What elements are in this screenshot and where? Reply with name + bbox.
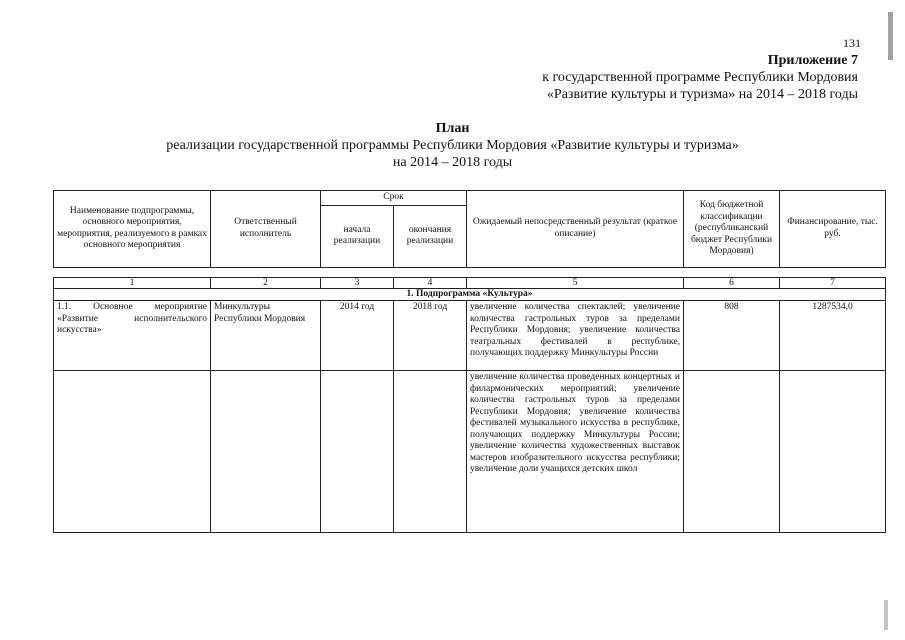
row-end: 2018 год: [394, 301, 467, 371]
table-row: [54, 371, 886, 533]
plan-table: [53, 277, 886, 533]
subprogram-row: [54, 289, 886, 301]
header-col-start: начала реализации: [321, 205, 394, 267]
header-col-financing: Финансирование, тыс. руб.: [780, 191, 886, 268]
row-executor: Минкультуры Республики Мордовия: [211, 301, 321, 371]
row-start: [321, 371, 394, 533]
plan-heading: [0, 120, 905, 171]
row-name: [54, 371, 211, 533]
row-name: 1.1. Основное мероприятие «Развитие исполнительского искусства»: [54, 301, 211, 371]
appendix-line-1: к государственной программе Республики Мордовия: [542, 70, 858, 85]
column-number: 1: [54, 278, 211, 289]
header-col-result: Ожидаемый непосредственный результат (краткое описание): [467, 191, 684, 268]
row-result: увеличение количества проведенных концертных и филармонических мероприятий; увеличение количества гастрольных туров за пределами Республики Мордовия; увеличение количества фестивалей музыкального искусства в республике, получающих поддержку Минкультуры России; увеличение количества художественных выставок мастеров изобразительного искусства республики; увеличение доли учащихся детских школ: [467, 371, 684, 533]
row-executor: [211, 371, 321, 533]
header-col-end: окончания реализации: [394, 205, 467, 267]
appendix-block: [542, 52, 858, 103]
row-end: [394, 371, 467, 533]
header-col-executor: Ответственный исполнитель: [211, 191, 321, 268]
column-number-row: [54, 278, 886, 289]
row-financing: 1287534,0: [780, 301, 886, 371]
row-code: [684, 371, 780, 533]
plan-line-2: на 2014 – 2018 годы: [392, 155, 513, 170]
plan-title: План: [435, 121, 470, 136]
subprogram-title: 1. Подпрограмма «Культура»: [54, 289, 886, 301]
column-number: 7: [780, 278, 886, 289]
header-col-code: Код бюджетной классификации (республиканский бюджет Республики Мордовия): [684, 191, 780, 268]
table-header: [53, 190, 886, 268]
row-result: увеличение количества спектаклей; увеличение количества гастрольных туров за пределами Республики Мордовия; увеличение количества театральных фестивалей в республике, получающих поддержку Минкультуры России: [467, 301, 684, 371]
row-start: 2014 год: [321, 301, 394, 371]
header-term: Срок: [321, 191, 467, 206]
appendix-title: Приложение 7: [767, 53, 858, 68]
column-number: 3: [321, 278, 394, 289]
table-row: [54, 301, 886, 371]
plan-line-1: реализации государственной программы Республики Мордовия «Развитие культуры и туризма»: [166, 138, 739, 153]
column-number: 4: [394, 278, 467, 289]
column-number: 2: [211, 278, 321, 289]
column-number: 6: [684, 278, 780, 289]
scan-edge-mark: [888, 12, 893, 60]
row-financing: [780, 371, 886, 533]
appendix-line-2: «Развитие культуры и туризма» на 2014 – 2018 годы: [546, 87, 858, 102]
page-number: 131: [843, 36, 861, 50]
header-col-name: Наименование подпрограммы, основного мероприятия, мероприятия, реализуемого в рамках основного мероприятия: [54, 191, 211, 268]
column-number: 5: [467, 278, 684, 289]
scan-edge-mark: [884, 600, 888, 630]
row-code: 808: [684, 301, 780, 371]
